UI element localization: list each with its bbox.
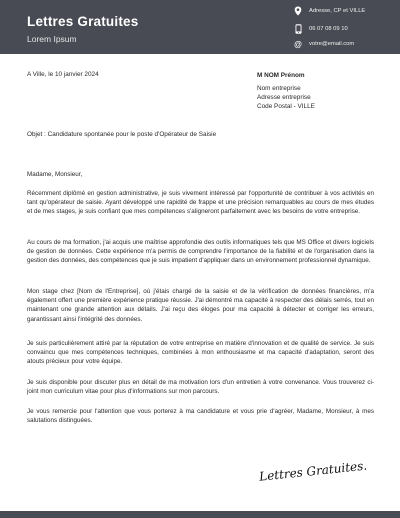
body-paragraph-5: Je suis disponible pour discuter plus en détail de ma motivation lors d'un entretien à votre convenance. Vous trouverez ci-joint mon curriculum vitae pour plus d'informations sur mon parcours. (27, 379, 374, 396)
letter-date: A Ville, le 10 janvier 2024 (27, 71, 99, 78)
contact-address (293, 6, 365, 16)
salutation: Madame, Monsieur, (27, 171, 83, 178)
body-paragraph-3: Mon stage chez [Nom de l'Entreprise], où j'étais chargé de la saisie et de la vérification de données financières, m'a également offert une première expérience pratique réussie. J'ai démontré ma capacité à respecter des délais serrés, tout en maintenant une grande attention aux détails. J'ai reçu des éloges pour ma capacité à détecter et corriger les erreurs, garantissant ainsi l'intégrité des données. (27, 288, 374, 323)
sender-name: Lettres Gratuites (27, 14, 139, 29)
contact-email (293, 39, 354, 49)
header-banner (0, 0, 400, 54)
contact-email-text: votre@email.com (309, 41, 355, 47)
contact-phone-text: 06 07 08 09 10 (309, 26, 348, 32)
recipient-name: M NOM Prénom (257, 72, 305, 79)
recipient-company: Nom entreprise (257, 85, 301, 92)
recipient-block (257, 71, 315, 111)
recipient-postcode-city: Code Postal - VILLE (257, 103, 315, 110)
location-pin-icon (293, 6, 303, 16)
contact-address-text: Adresse, CP et VILLE (309, 8, 366, 14)
signature (255, 452, 368, 488)
contact-phone (293, 24, 348, 34)
footer-bar (0, 511, 400, 518)
signature-text: Lettres Gratuites. (258, 458, 368, 484)
phone-icon (293, 24, 303, 34)
body-paragraph-1: Récemment diplômé en gestion administrative, je suis vivement intéressé par l'opportunité de contribuer à vos activités en tant qu'opérateur de saisie. Ayant développé une rapidité de frappe et une précision remarquables au cours de mes études et de mes stages, je suis confiant que mes compétences s'aligneront parfaitement avec les besoins de votre entreprise. (27, 190, 374, 216)
letter-object: Objet : Candidature spontanée pour le poste d'Opérateur de Saisie (27, 131, 217, 138)
body-paragraph-6: Je vous remercie pour l'attention que vous porterez à ma candidature et vous prie d'agréer, Madame, Monsieur, à mes salutations distinguées. (27, 408, 374, 425)
body-paragraph-2: Au cours de ma formation, j'ai acquis une maîtrise approfondie des outils informatiques tels que MS Office et divers logiciels de gestion de données. Cette expérience m'a permis de comprendre l'importance de la fiabilité et de l'organisation dans la gestion des données, des compétences que je suis impatient d'appliquer dans un environnement professionnel dynamique. (27, 239, 374, 265)
at-sign-icon: @ (294, 39, 302, 49)
recipient-address: Adresse entreprise (257, 94, 311, 101)
sender-subtitle: Lorem Ipsum (27, 34, 77, 44)
body-paragraph-4: Je suis particulièrement attiré par la réputation de votre entreprise en matière d'innovation et de qualité de service. Je suis convaincu que mes compétences techniques, combinées à mon enthousiasme et ma capacité d'adaptation, seront des atouts précieux pour votre équipe. (27, 340, 374, 366)
